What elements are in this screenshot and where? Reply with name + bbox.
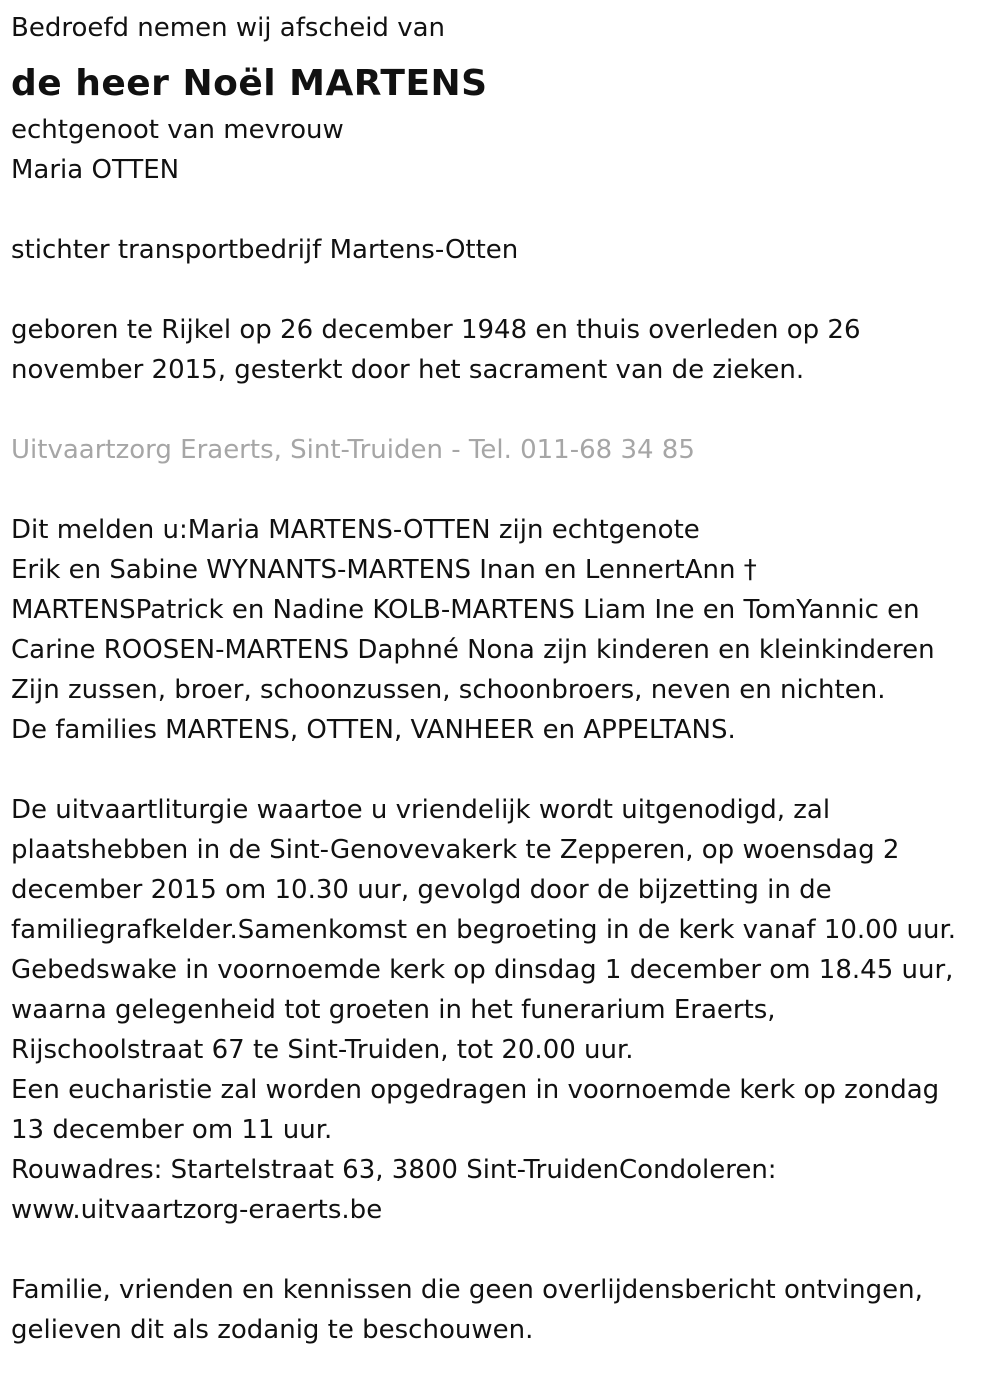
family-line: Erik en Sabine WYNANTS-MARTENS Inan en LennertAnn †: [11, 555, 757, 585]
closing-section: [11, 1270, 970, 1350]
spacer: [11, 750, 970, 790]
intro-text: Bedroefd nemen wij afscheid van: [11, 13, 445, 43]
spacer: [11, 190, 970, 230]
ceremony-line: december 2015 om 10.30 uur, gevolgd door de bijzetting in de: [11, 875, 832, 905]
ceremony-line: 13 december om 11 uur.: [11, 1115, 333, 1145]
undertaker-info: Uitvaartzorg Eraerts, Sint-Truiden - Tel. 011-68 34 85: [11, 435, 695, 465]
ceremony-line: Rouwadres: Startelstraat 63, 3800 Sint-TruidenCondoleren:: [11, 1155, 777, 1185]
closing-line: Familie, vrienden en kennissen die geen overlijdensbericht ontvingen,: [11, 1275, 923, 1305]
spouse-line-2: Maria OTTEN: [11, 155, 180, 185]
birth-death-line-1: geboren te Rijkel op 26 december 1948 en thuis overleden op 26: [11, 315, 861, 345]
spacer: [11, 1230, 970, 1270]
family-line: MARTENSPatrick en Nadine KOLB-MARTENS Liam Ine en TomYannic en: [11, 595, 920, 625]
condolence-website: www.uitvaartzorg-eraerts.be: [11, 1195, 383, 1225]
ceremony-line: waarna gelegenheid tot groeten in het funerarium Eraerts,: [11, 995, 776, 1025]
deceased-name: de heer Noël MARTENS: [11, 63, 488, 104]
spacer: [11, 270, 970, 310]
family-line: Dit melden u:Maria MARTENS-OTTEN zijn echtgenote: [11, 515, 700, 545]
ceremony-line: Gebedswake in voornoemde kerk op dinsdag 1 december om 18.45 uur,: [11, 955, 954, 985]
ceremony-line: familiegrafkelder.Samenkomst en begroeting in de kerk vanaf 10.00 uur.: [11, 915, 957, 945]
family-line: Zijn zussen, broer, schoonzussen, schoonbroers, neven en nichten.: [11, 675, 886, 705]
ceremony-line: De uitvaartliturgie waartoe u vriendelijk wordt uitgenodigd, zal: [11, 795, 831, 825]
family-section: [11, 510, 970, 750]
occupation-text: stichter transportbedrijf Martens-Otten: [11, 235, 519, 265]
spouse-line-1: echtgenoot van mevrouw: [11, 115, 344, 145]
closing-line: gelieven dit als zodanig te beschouwen.: [11, 1315, 534, 1345]
ceremony-line: Een eucharistie zal worden opgedragen in voornoemde kerk op zondag: [11, 1075, 940, 1105]
spacer: [11, 390, 970, 430]
ceremony-line: Rijschoolstraat 67 te Sint-Truiden, tot 20.00 uur.: [11, 1035, 634, 1065]
spacer: [11, 470, 970, 510]
ceremony-line: plaatshebben in de Sint-Genovevakerk te Zepperen, op woensdag 2: [11, 835, 900, 865]
ceremony-section: [11, 790, 970, 1230]
birth-death-line-2: november 2015, gesterkt door het sacrament van de zieken.: [11, 355, 805, 385]
family-line: Carine ROOSEN-MARTENS Daphné Nona zijn kinderen en kleinkinderen: [11, 635, 935, 665]
family-line: De families MARTENS, OTTEN, VANHEER en APPELTANS.: [11, 715, 736, 745]
